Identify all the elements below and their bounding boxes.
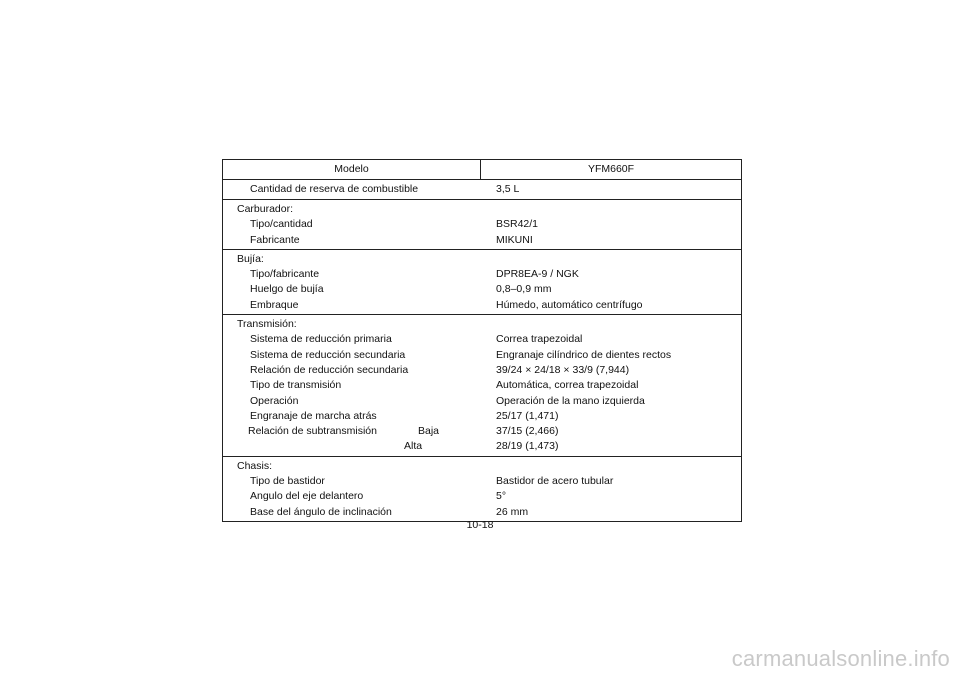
table-row [223,267,741,282]
row-value: 26 mm [496,505,529,518]
section-title: Chasis: [237,459,273,472]
row-label: Tipo/fabricante [250,268,320,281]
row-value: 37/15 (2,466) [496,425,559,438]
row-label: Tipo de bastidor [250,475,325,488]
table-row [223,298,741,313]
row-label: Relación de subtransmisión [248,425,377,438]
section-spark-plug [223,250,741,315]
table-row [223,233,741,248]
row-value: 5° [496,490,507,503]
row-label: Tipo de transmisión [250,379,342,392]
model-label: Modelo [334,163,369,175]
table-row [223,394,741,409]
row-label: Sistema de reducción secundaria [250,348,406,361]
table-row [223,332,741,347]
row-sublabel: Baja [418,425,440,438]
row-sublabel: Alta [404,440,423,453]
table-row [223,363,741,378]
row-label: Fabricante [250,233,300,246]
row-value: 39/24 × 24/18 × 33/9 (7,944) [496,363,630,376]
table-row [223,348,741,363]
row-value: Engranaje cilíndrico de dientes rectos [496,348,672,361]
table-row [223,378,741,393]
section-transmission [223,315,741,457]
table-row [223,409,741,424]
row-label: Engranaje de marcha atrás [250,409,377,422]
row-value: 3,5 L [496,183,520,195]
page-number: 10-18 [466,519,494,531]
row-value: BSR42/1 [496,218,539,231]
row-value: 25/17 (1,471) [496,409,559,422]
section-carburetor [223,200,741,250]
row-value: Automática, correa trapezoidal [496,379,639,392]
row-label: Angulo del eje delantero [250,490,364,503]
fuel-reserve-row [223,180,741,200]
row-value: Operación de la mano izquierda [496,394,645,407]
row-value: 0,8–0,9 mm [496,283,552,296]
row-label: Sistema de reducción primaria [250,333,392,346]
table-row [223,439,741,454]
table-row [223,505,741,520]
row-value: MIKUNI [496,233,533,246]
row-value: Bastidor de acero tubular [496,475,614,488]
table-row [223,217,741,232]
section-title: Bujía: [237,252,264,265]
row-label: Base del ángulo de inclinación [250,505,392,518]
table-header [223,160,741,180]
row-value: Correa trapezoidal [496,333,583,346]
row-label: Relación de reducción secundaria [250,363,409,376]
model-value: YFM660F [587,163,635,175]
row-label: Tipo/cantidad [250,218,313,231]
watermark: carmanualsonline.info [731,646,950,671]
row-value: 28/19 (1,473) [496,440,559,453]
section-chassis [223,457,741,521]
table-row [223,489,741,504]
row-label: Cantidad de reserva de combustible [250,183,419,195]
row-label: Embraque [250,298,299,311]
row-label: Huelgo de bujía [250,283,324,296]
table-row [223,474,741,489]
section-title: Transmisión: [237,318,297,331]
row-label: Operación [250,394,299,407]
section-title: Carburador: [237,203,294,215]
row-value: Húmedo, automático centrífugo [496,298,643,311]
row-value: DPR8EA-9 / NGK [496,268,579,281]
table-row [223,424,741,439]
table-row [223,282,741,297]
spec-table [222,159,742,522]
